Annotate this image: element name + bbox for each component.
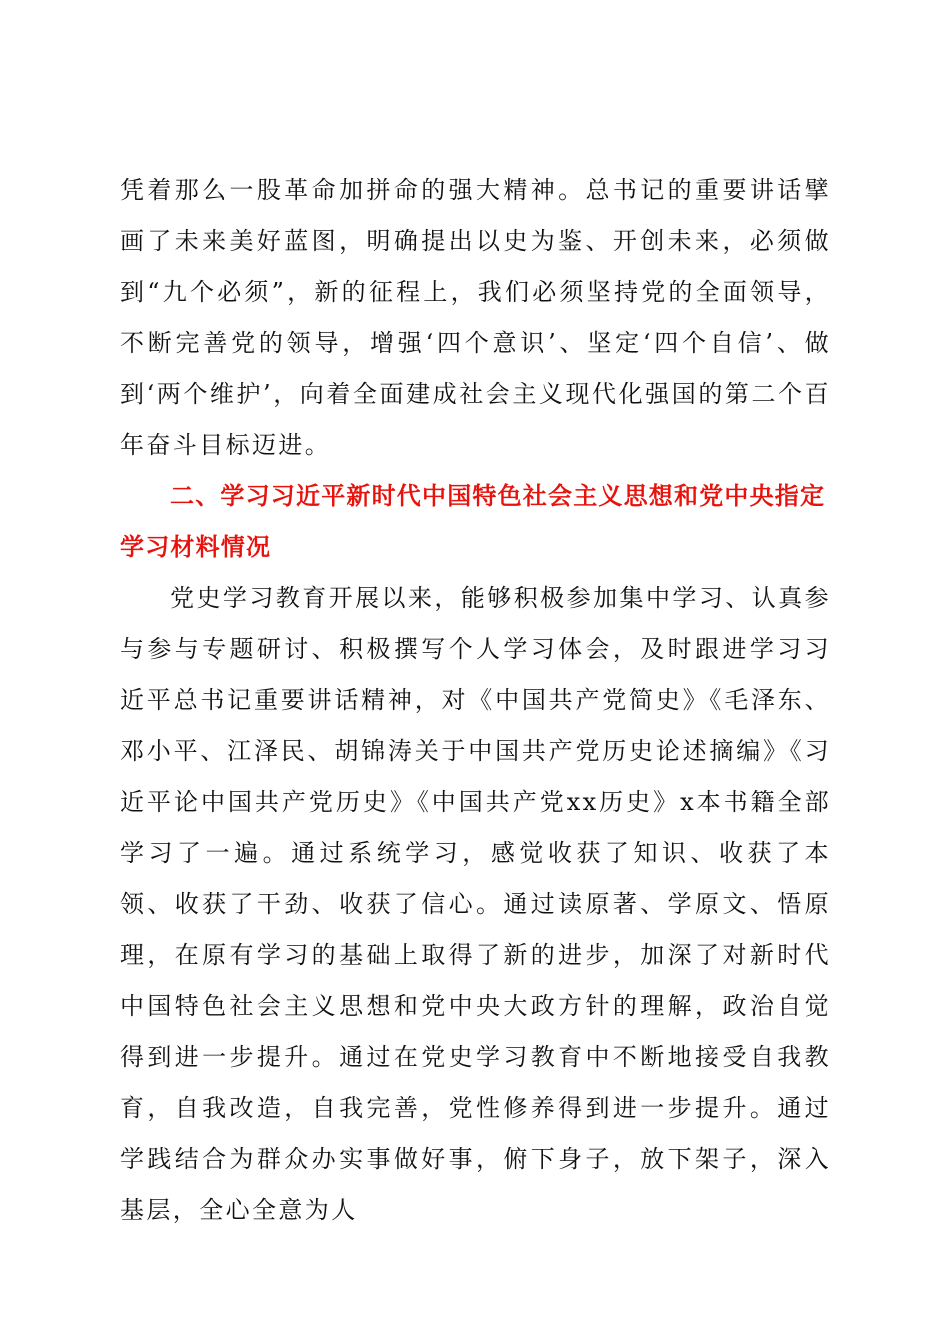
section-heading: 二、学习习近平新时代中国特色社会主义思想和党中央指定学习材料情况 xyxy=(120,482,826,561)
document-page xyxy=(120,165,831,1236)
continuation-paragraph: 凭着那么一股革命加拼命的强大精神。总书记的重要讲话擘画了未来美好蓝图，明确提出以史为鉴、开创未来，必须做到“九个必须”，新的征程上，我们必须坚持党的全面领导，不断完善党的领导，增强‘四个意识’、坚定‘四个自信’、做到‘两个维护’，向着全面建成社会主义现代化强国的第二个百年奋斗目标迈进。 xyxy=(120,176,831,459)
body-paragraph: 党史学习教育开展以来，能够积极参加集中学习、认真参与参与专题研讨、积极撰写个人学习体会，及时跟进学习习近平总书记重要讲话精神，对《中国共产党简史》《毛泽东、邓小平、江泽民、胡锦涛关于中国共产党历史论述摘编》《习近平论中国共产党历史》《中国共产党xx历史》x本书籍全部学习了一遍。通过系统学习，感觉收获了知识、收获了本领、收获了干劲、收获了信心。通过读原著、学原文、悟原理，在原有学习的基础上取得了新的进步，加深了对新时代中国特色社会主义思想和党中央大政方针的理解，政治自觉得到进一步提升。通过在党史学习教育中不断地接受自我教育，自我改造，自我完善，党性修养得到进一步提升。通过学践结合为群众办实事做好事，俯下身子，放下架子，深入基层，全心全意为人 xyxy=(120,584,831,1224)
